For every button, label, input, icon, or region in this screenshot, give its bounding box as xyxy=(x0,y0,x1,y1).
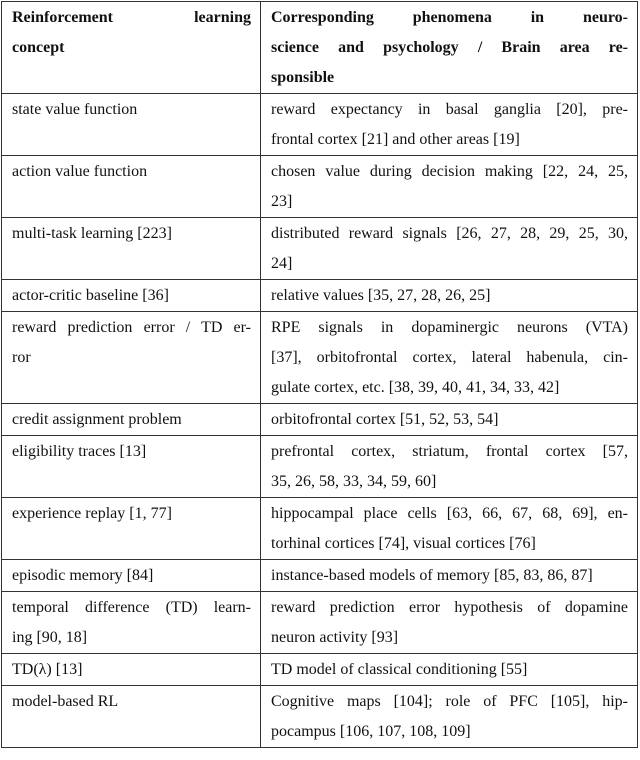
cell-text-line: distributed reward signals [26, 27, 28, 29, 25, 30, xyxy=(271,225,628,242)
concept-cell xyxy=(2,312,261,404)
cell-text-line: Corresponding phenomena in neuro- xyxy=(271,9,628,26)
cell-text-line: state value function xyxy=(12,101,138,118)
cell-text-line: science and psychology / Brain area re- xyxy=(271,39,628,56)
rl-neuroscience-table xyxy=(1,1,638,748)
cell-text-line: 35, 26, 58, 33, 34, 59, 60] xyxy=(271,473,437,490)
phenomena-cell xyxy=(261,560,638,592)
concept-cell xyxy=(2,94,261,156)
table-header-row xyxy=(2,2,638,94)
cell-text-line: prefrontal cortex, striatum, frontal cortex [57, xyxy=(271,443,628,460)
phenomena-cell xyxy=(261,498,638,560)
cell-text-line: hippocampal place cells [63, 66, 67, 68, 69], en- xyxy=(271,505,628,522)
cell-text-line: 23] xyxy=(271,193,293,210)
phenomena-cell xyxy=(261,218,638,280)
cell-text-line: episodic memory [84] xyxy=(12,567,154,584)
cell-text-line: instance-based models of memory [85, 83, 86, 87] xyxy=(271,567,593,584)
cell-text-line: Cognitive maps [104]; role of PFC [105], hip- xyxy=(271,693,628,710)
table-row xyxy=(2,686,638,748)
table-row xyxy=(2,156,638,218)
table-row xyxy=(2,280,638,312)
phenomena-cell xyxy=(261,156,638,218)
table-body xyxy=(2,2,638,748)
cell-text-line: reward expectancy in basal ganglia [20], pre- xyxy=(271,101,628,118)
phenomena-cell xyxy=(261,592,638,654)
header-concept xyxy=(2,2,261,94)
table-row xyxy=(2,312,638,404)
cell-text-line: TD(λ) [13] xyxy=(12,661,83,678)
table-row xyxy=(2,654,638,686)
cell-text-line: reward prediction error hypothesis of dopamine xyxy=(271,599,628,616)
table-row xyxy=(2,592,638,654)
phenomena-cell xyxy=(261,654,638,686)
cell-text-line: action value function xyxy=(12,163,148,180)
cell-text-line: 24] xyxy=(271,255,293,272)
cell-text-line: ror xyxy=(12,349,31,366)
cell-text-line: ing [90, 18] xyxy=(12,629,88,646)
table-row xyxy=(2,436,638,498)
concept-cell xyxy=(2,498,261,560)
table-row xyxy=(2,404,638,436)
cell-text-line: eligibility traces [13] xyxy=(12,443,147,460)
cell-text-line: sponsible xyxy=(271,69,335,86)
table-row xyxy=(2,498,638,560)
cell-text-line: credit assignment problem xyxy=(12,411,182,428)
phenomena-cell xyxy=(261,436,638,498)
concept-cell xyxy=(2,686,261,748)
cell-text-line: torhinal cortices [74], visual cortices [76] xyxy=(271,535,536,552)
table-row xyxy=(2,94,638,156)
concept-cell xyxy=(2,404,261,436)
cell-text-line: temporal difference (TD) learn- xyxy=(12,599,251,616)
cell-text-line: pocampus [106, 107, 108, 109] xyxy=(271,723,471,740)
cell-text-line: gulate cortex, etc. [38, 39, 40, 41, 34, 33, 42] xyxy=(271,379,560,396)
concept-cell xyxy=(2,654,261,686)
table-row xyxy=(2,218,638,280)
cell-text-line: multi-task learning [223] xyxy=(12,225,172,242)
cell-text-line: orbitofrontal cortex [51, 52, 53, 54] xyxy=(271,411,499,428)
cell-text-line: chosen value during decision making [22, 24, 25, xyxy=(271,163,628,180)
cell-text-line: actor-critic baseline [36] xyxy=(12,287,169,304)
header-phenomena xyxy=(261,2,638,94)
concept-cell xyxy=(2,560,261,592)
cell-text-line: neuron activity [93] xyxy=(271,629,399,646)
cell-text-line: experience replay [1, 77] xyxy=(12,505,172,522)
concept-cell xyxy=(2,592,261,654)
cell-text-line: concept xyxy=(12,39,65,56)
phenomena-cell xyxy=(261,94,638,156)
cell-text-line: frontal cortex [21] and other areas [19] xyxy=(271,131,520,148)
cell-text-line: relative values [35, 27, 28, 26, 25] xyxy=(271,287,491,304)
concept-cell xyxy=(2,436,261,498)
table-row xyxy=(2,560,638,592)
cell-text-line: model-based RL xyxy=(12,693,119,710)
phenomena-cell xyxy=(261,686,638,748)
concept-cell xyxy=(2,280,261,312)
cell-text-line: TD model of classical conditioning [55] xyxy=(271,661,528,678)
cell-text-line: reward prediction error / TD er- xyxy=(12,319,251,336)
cell-text-line: [37], orbitofrontal cortex, lateral habenula, cin- xyxy=(271,349,628,366)
phenomena-cell xyxy=(261,404,638,436)
phenomena-cell xyxy=(261,280,638,312)
concept-cell xyxy=(2,218,261,280)
cell-text-line: RPE signals in dopaminergic neurons (VTA) xyxy=(271,319,628,336)
concept-cell xyxy=(2,156,261,218)
phenomena-cell xyxy=(261,312,638,404)
cell-text-line: Reinforcement learning xyxy=(12,9,251,26)
